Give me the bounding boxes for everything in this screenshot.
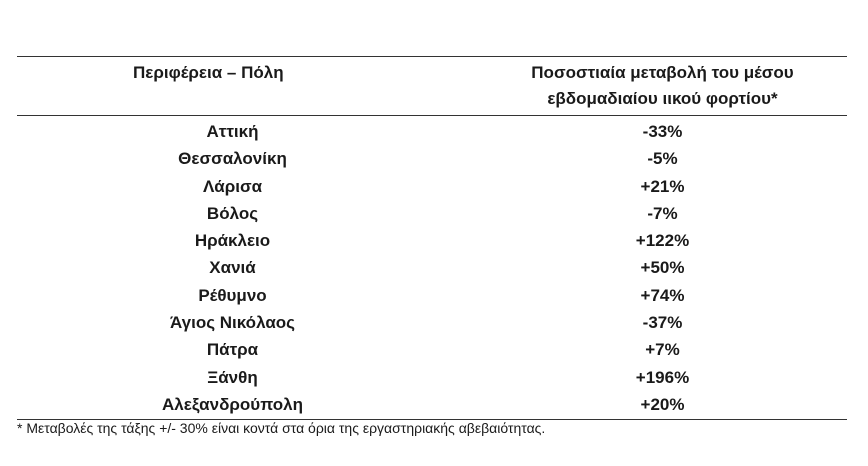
change-cell: -33%: [642, 122, 683, 141]
city-cell: Βόλος: [206, 203, 259, 223]
table-row: [17, 118, 847, 145]
city-cell: Λάρισα: [202, 176, 263, 196]
table-row: [17, 200, 847, 227]
change-cell: +20%: [640, 394, 685, 414]
city-cell: Αττική: [206, 122, 259, 141]
change-cell: +74%: [640, 285, 685, 305]
footnote: * Μεταβολές της τάξης +/- 30% είναι κοντά στα όρια της εργαστηριακής αβεβαιότητας.: [17, 420, 546, 436]
table-body: [17, 116, 847, 419]
change-cell: -5%: [647, 149, 678, 169]
city-cell: Άγιος Νικόλαος: [170, 313, 295, 333]
change-cell: +7%: [645, 340, 680, 360]
table-row: [17, 282, 847, 309]
city-cell: Ξάνθη: [207, 367, 258, 387]
city-cell: Αλεξανδρούπολη: [162, 394, 303, 414]
table-row: [17, 254, 847, 281]
city-cell: Ηράκλειο: [194, 231, 271, 251]
header-region: Περιφέρεια – Πόλη: [133, 63, 284, 82]
table-row: [17, 336, 847, 363]
table-row: [17, 309, 847, 336]
change-cell: +122%: [635, 231, 690, 251]
table-row: [17, 364, 847, 391]
city-cell: Θεσσαλονίκη: [178, 149, 287, 169]
city-cell: Πάτρα: [206, 340, 259, 360]
city-cell: Ρέθυμνο: [198, 285, 267, 305]
table-row: [17, 227, 847, 254]
data-table: [17, 56, 847, 420]
change-cell: +21%: [640, 176, 685, 196]
change-cell: -37%: [642, 313, 683, 333]
change-cell: +196%: [635, 367, 690, 387]
header-change: [430, 57, 847, 115]
change-cell: -7%: [647, 203, 678, 223]
city-cell: Χανιά: [209, 258, 256, 278]
table-header-row: [17, 57, 847, 115]
change-cell: +50%: [640, 258, 685, 278]
table-row: [17, 391, 847, 418]
table-row: [17, 173, 847, 200]
header-change-line2: εβδομαδιαίου ιικού φορτίου*: [547, 89, 778, 108]
table-row: [17, 145, 847, 172]
header-change-line1: Ποσοστιαία μεταβολή του μέσου: [531, 63, 794, 82]
